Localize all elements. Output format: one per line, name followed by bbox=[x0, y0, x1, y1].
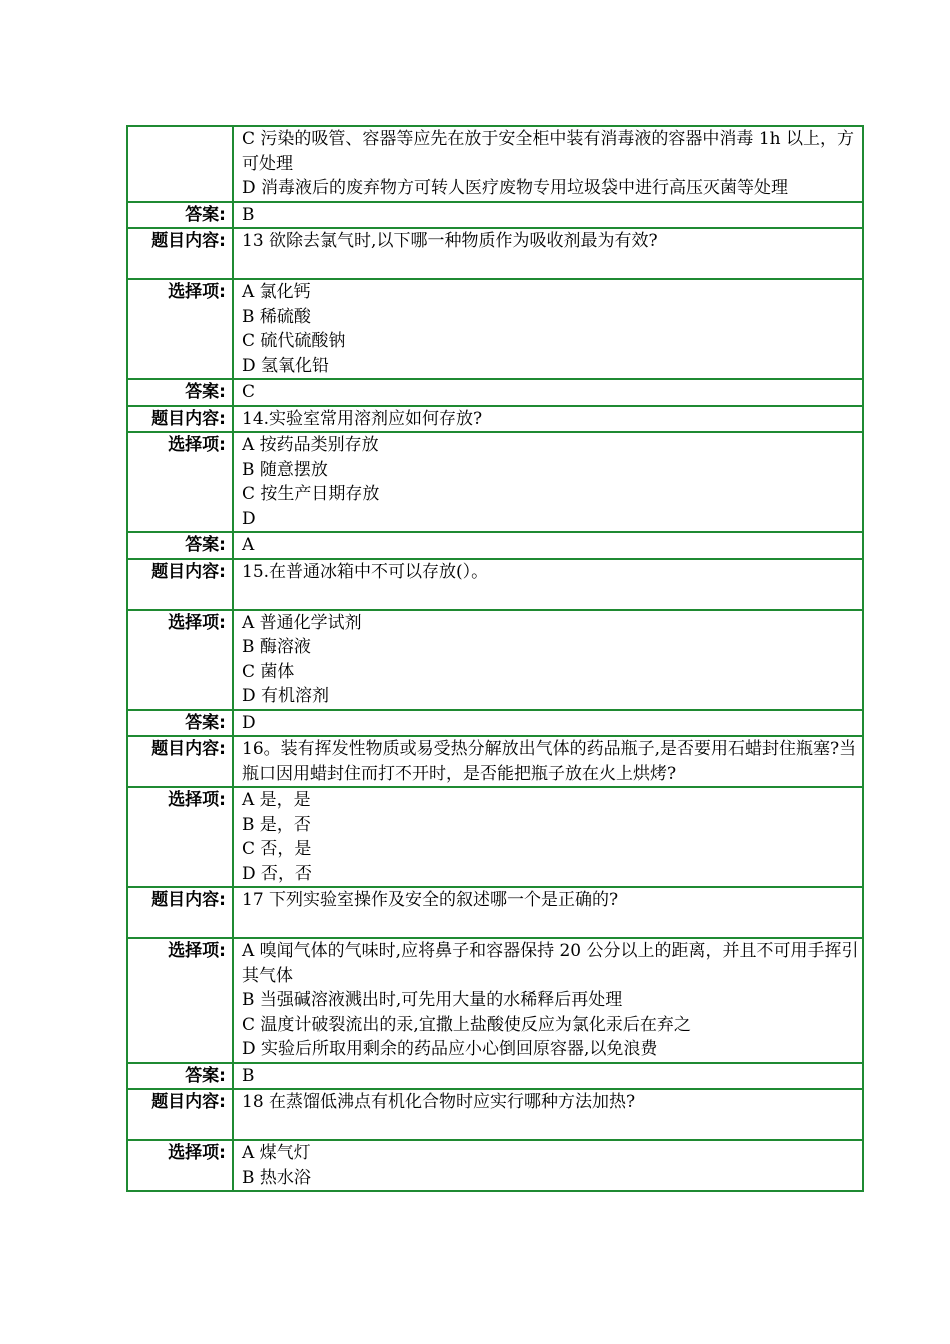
table-row bbox=[127, 1063, 863, 1090]
question-text bbox=[233, 736, 863, 787]
option-text: C 菌体 bbox=[242, 661, 295, 682]
option-text: B 酶溶液 bbox=[242, 637, 311, 657]
options-cell bbox=[233, 432, 863, 532]
option-text: C 污染的吸管、容器等应先在放于安全柜中装有消毒液的容器中消毒 1h 以上，方可处理 bbox=[242, 129, 854, 174]
option-text: B 稀硫酸 bbox=[242, 306, 311, 327]
table-row bbox=[127, 938, 863, 1063]
option-text: D 实验后所取用剩余的药品应小心倒回原容器,以免浪费 bbox=[242, 1039, 658, 1059]
table-row bbox=[127, 887, 863, 938]
options-cell bbox=[233, 279, 863, 379]
answer-label: 答案: bbox=[127, 710, 233, 737]
question-text: 14.实验室常用溶剂应如何存放? bbox=[233, 406, 863, 433]
option-text: B 随意摆放 bbox=[242, 459, 328, 480]
options-label: 选择项: bbox=[127, 279, 233, 379]
question-text: 18 在蒸馏低沸点有机化合物时应实行哪种方法加热? bbox=[233, 1089, 863, 1140]
question-label: 题目内容: bbox=[127, 736, 233, 787]
table-row bbox=[127, 228, 863, 279]
answer-label: 答案: bbox=[127, 1063, 233, 1090]
row-label-empty bbox=[127, 126, 233, 202]
options-cell bbox=[233, 938, 863, 1063]
option-text: C 否，是 bbox=[242, 839, 312, 859]
question-label: 题目内容: bbox=[127, 406, 233, 433]
options-label: 选择项: bbox=[127, 787, 233, 887]
answer-value: A bbox=[233, 532, 863, 559]
option-text: D 氢氧化铅 bbox=[242, 355, 330, 376]
option-text: A 煤气灯 bbox=[242, 1143, 311, 1163]
answer-value: B bbox=[233, 202, 863, 229]
option-text: D 有机溶剂 bbox=[242, 686, 330, 706]
table-row bbox=[127, 710, 863, 737]
option-text: A 普通化学试剂 bbox=[242, 612, 362, 633]
answer-label: 答案: bbox=[127, 202, 233, 229]
option-text: D 消毒液后的废弃物方可转人医疗废物专用垃圾袋中进行高压灭菌等处理 bbox=[242, 178, 789, 198]
option-text: D 否，否 bbox=[242, 863, 313, 884]
question-text-content: 16。装有挥发性物质或易受热分解放出气体的药品瓶子,是否要用石蜡封住瓶塞?当瓶口因用蜡封住而打不开时，是否能把瓶子放在火上烘烤? bbox=[242, 739, 857, 784]
option-text: B 热水浴 bbox=[242, 1167, 311, 1188]
answer-value: C bbox=[233, 379, 863, 406]
option-text: B 是，否 bbox=[242, 814, 311, 835]
table-row bbox=[127, 559, 863, 610]
answer-label: 答案: bbox=[127, 379, 233, 406]
option-text: C 按生产日期存放 bbox=[242, 484, 380, 504]
answer-label: 答案: bbox=[127, 532, 233, 559]
question-text: 17 下列实验室操作及安全的叙述哪一个是正确的? bbox=[233, 887, 863, 938]
option-text: C 硫代硫酸钠 bbox=[242, 331, 346, 351]
option-text: B 当强碱溶液溅出时,可先用大量的水稀释后再处理 bbox=[242, 990, 623, 1010]
table-row bbox=[127, 532, 863, 559]
options-cell bbox=[233, 787, 863, 887]
options-cell bbox=[233, 1140, 863, 1191]
question-text: 15.在普通冰箱中不可以存放(）。 bbox=[233, 559, 863, 610]
answer-value: D bbox=[233, 710, 863, 737]
table-row bbox=[127, 610, 863, 710]
table-row bbox=[127, 379, 863, 406]
option-text: A 氯化钙 bbox=[242, 282, 311, 302]
question-table bbox=[126, 125, 864, 1192]
table-row bbox=[127, 406, 863, 433]
table-row bbox=[127, 202, 863, 229]
option-text: A 嗅闻气体的气味时,应将鼻子和容器保持 20 公分以上的距离，并且不可用手挥引其气体 bbox=[242, 941, 859, 986]
option-text: A 按药品类别存放 bbox=[242, 435, 379, 455]
question-label: 题目内容: bbox=[127, 228, 233, 279]
options-label: 选择项: bbox=[127, 432, 233, 532]
options-label: 选择项: bbox=[127, 1140, 233, 1191]
table-row bbox=[127, 736, 863, 787]
options-cell bbox=[233, 126, 863, 202]
table-row bbox=[127, 1089, 863, 1140]
table-row bbox=[127, 432, 863, 532]
option-text: C 温度计破裂流出的汞,宜撒上盐酸使反应为氯化汞后在弃之 bbox=[242, 1014, 691, 1035]
question-label: 题目内容: bbox=[127, 887, 233, 938]
options-label: 选择项: bbox=[127, 610, 233, 710]
table-row bbox=[127, 126, 863, 202]
options-label: 选择项: bbox=[127, 938, 233, 1063]
table-row bbox=[127, 279, 863, 379]
table-row bbox=[127, 1140, 863, 1191]
answer-value: B bbox=[233, 1063, 863, 1090]
question-label: 题目内容: bbox=[127, 1089, 233, 1140]
question-text: 13 欲除去氯气时,以下哪一种物质作为吸收剂最为有效? bbox=[233, 228, 863, 279]
option-text: D bbox=[242, 508, 256, 529]
table-row bbox=[127, 787, 863, 887]
option-text: A 是，是 bbox=[242, 790, 311, 810]
question-label: 题目内容: bbox=[127, 559, 233, 610]
options-cell bbox=[233, 610, 863, 710]
